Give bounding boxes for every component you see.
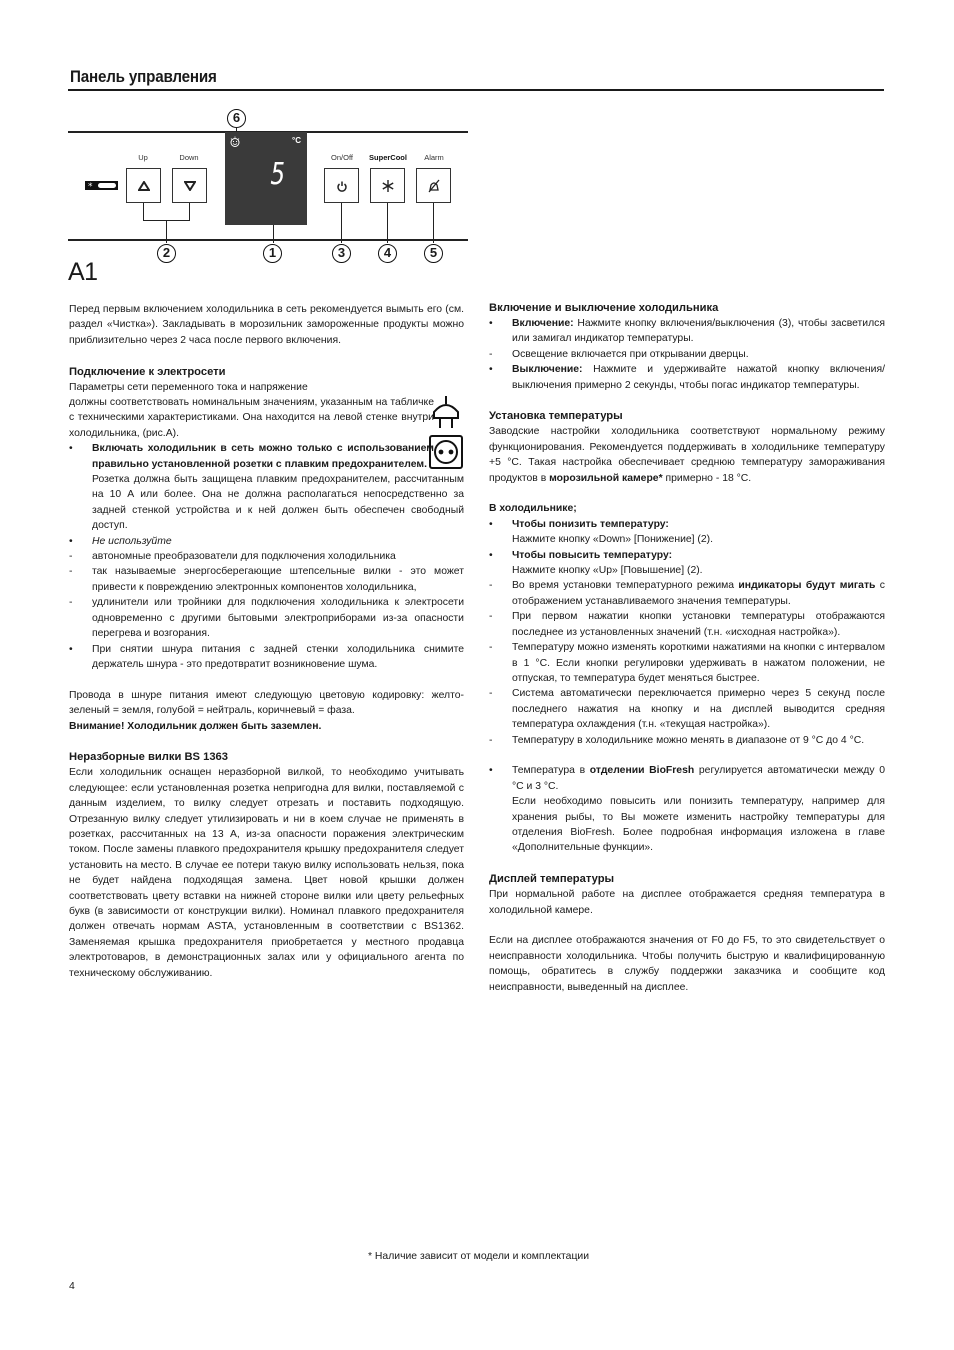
down-label: Down xyxy=(179,153,199,162)
control-panel-diagram xyxy=(68,105,468,290)
alarm-bell-off-icon xyxy=(427,179,441,193)
temp-text-end: примерно - 18 °C. xyxy=(662,472,752,484)
bullet-bold-text: Выключение: xyxy=(512,364,583,376)
power-icon xyxy=(336,180,348,192)
fast-freeze-indicator-icon xyxy=(85,181,118,190)
bullet-text: Нажмите кнопку «Up» [Повышение] (2). xyxy=(512,565,703,577)
up-label: Up xyxy=(138,153,148,162)
bullet-marker: • xyxy=(489,518,493,530)
onoff-heading: Включение и выключение холодильника xyxy=(489,302,719,314)
dash-bold-text: индикаторы будут мигать xyxy=(738,580,876,592)
list-item xyxy=(489,362,885,393)
bullet-bold-text: Включать холодильник в сеть можно только с использованием правильно установленной розетки с плавким предохранителем. xyxy=(92,443,434,470)
power-heading: Подключение к электросети xyxy=(69,365,226,378)
display-heading: Дисплей температуры xyxy=(489,873,615,886)
bullet-marker: • xyxy=(489,318,493,329)
list-item xyxy=(489,578,885,609)
smiley-indicator-icon xyxy=(229,136,241,148)
temperature-display xyxy=(225,132,307,225)
list-item xyxy=(489,316,885,347)
callout-3-leader xyxy=(341,203,342,243)
callout-4-leader xyxy=(387,203,388,243)
footnote: * Наличие зависит от модели и комплектации xyxy=(368,1251,590,1262)
list-item xyxy=(489,347,885,362)
bullet-marker: • xyxy=(489,765,493,777)
list-item xyxy=(69,564,464,595)
bullet-bold-text: Включение: xyxy=(512,318,574,329)
bracket-right xyxy=(189,203,190,220)
display-paragraph-1: При нормальной работе на дисплее отображается средняя температура в холодильной камере. xyxy=(489,889,885,916)
bullet-italic-text: Не используйте xyxy=(92,535,172,547)
callout-4: 4 xyxy=(378,244,397,263)
onoff-button[interactable] xyxy=(324,168,359,203)
list-item xyxy=(69,549,464,564)
dash-marker: - xyxy=(489,580,493,592)
dash-text: Температуру в холодильнике можно менять в диапазоне от 9 °C до 4 °C. xyxy=(512,734,865,746)
callout-2: 2 xyxy=(157,244,176,263)
bullet-text: Нажмите кнопку включения/выключения (3), чтобы засветился или замигал индикатор температуры. xyxy=(512,318,885,345)
dash-text: Система автоматически переключается примерно через 5 секунд после последнего нажатия на кнопку и на дисплей выводится средняя температура охлаждения (т.н. «текущая настройка»). xyxy=(512,688,885,731)
dash-marker: - xyxy=(69,566,73,578)
dash-marker: - xyxy=(489,688,493,700)
up-button[interactable] xyxy=(126,168,161,203)
temp-heading: Установка температуры xyxy=(489,410,623,423)
triangle-up-icon xyxy=(138,181,150,191)
list-item xyxy=(489,733,885,748)
grounding-warning: Внимание! Холодильник должен быть заземлен. xyxy=(69,720,322,732)
bullet-marker: • xyxy=(69,535,73,547)
unit-label: °C xyxy=(292,136,301,145)
bullet-text: Нажмите и удерживайте нажатой кнопку включения/выключения примерно 2 секунды, чтобы погас индикатор температуры. xyxy=(512,364,885,391)
bullet-marker: • xyxy=(489,549,493,561)
power-paragraph: должны соответствовать номинальным значениям, указанным на табличке с техническими характеристиками. Она находится на левой стенке внутри холодильника, (рис.А). xyxy=(69,397,434,439)
list-item xyxy=(489,640,885,686)
dash-marker: - xyxy=(489,642,493,654)
list-item xyxy=(69,595,464,641)
callout-5: 5 xyxy=(424,244,443,263)
bullet-bold-text: Чтобы повысить температуру: xyxy=(512,549,673,561)
list-item-continuation xyxy=(489,794,885,856)
list-item xyxy=(69,534,464,549)
dash-marker: - xyxy=(69,597,73,609)
bs-heading: Неразборные вилки BS 1363 xyxy=(69,751,228,764)
triangle-down-icon xyxy=(184,181,196,191)
callout-6: 6 xyxy=(227,109,246,128)
list-item xyxy=(489,609,885,640)
dash-marker: - xyxy=(489,734,493,746)
figure-label: A1 xyxy=(68,258,98,286)
dash-marker: - xyxy=(489,611,493,623)
onoff-label: On/Off xyxy=(331,153,353,162)
page-title: Панель управления xyxy=(70,68,217,86)
display-paragraph-2: Если на дисплее отображаются значения от F0 до F5, то это свидетельствует о неисправности холодильника. Чтобы получить быструю и квалифицированную помощь, обратитесь в службу поддержки заказчика и сообщите код неисправности, выведенный на дисплее. xyxy=(489,935,885,993)
supercool-button[interactable] xyxy=(370,168,405,203)
bullet-text: Нажмите кнопку «Down» [Понижение] (2). xyxy=(512,534,714,546)
callout-1: 1 xyxy=(263,244,282,263)
intro-paragraph: Перед первым включением холодильника в сеть рекомендуется вымыть его (см. раздел «Чистка»). Закладывать в морозильник замороженные продукты можно приблизительно через 2 часа после первого включения. xyxy=(69,304,464,346)
power-line1: Параметры сети переменного тока и напряжение xyxy=(69,381,308,393)
dash-text: удлинители или тройники для подключения холодильника к электросети одновременно с другими бытовыми электроприборами из-за опасности перегрева и возгорания. xyxy=(92,597,464,640)
bs-paragraph: Если холодильник оснащен неразборной вилкой, то необходимо учитывать следующее: если установленная розетка непригодна для вилки, поставляемой с данным изделием, то вилку следует отрезать и поставить подходящую. Отрезанную вилку следует утилизировать и ни в коем случае не применять в розетках, рассчитанных на 13 А, из-за опасности поражения электрическим током. После замены плавкого предохранителя крышку предохранителя следует установить на место. В случае ее потери такую вилку использовать нельзя, пока не будет найдена подходящая замена. Цвет новой крышки должен соответствовать цвету вставки на нижней стороне вилки или цвету рельефных букв (в зависимости от конструкции вилки). Номинал плавкого предохранителя должен отвечать нормам ASTA, установленным в соответствии с BS1362. Заменяемая крышка предохранителя приобретается у местного продавца электротоваров, в демонстрационных залах или у официального агента по техническому обслуживанию. xyxy=(69,767,464,979)
dash-text: При первом нажатии кнопки установки температуры отображаются последнее из установленных значений (т.н. «исходная настройка»). xyxy=(512,611,885,638)
alarm-label: Alarm xyxy=(424,153,444,162)
alarm-button[interactable] xyxy=(416,168,451,203)
dash-text: автономные преобразователи для подключения холодильника xyxy=(92,551,396,563)
temp-paragraph xyxy=(489,424,885,486)
list-item-continuation xyxy=(489,532,885,547)
down-button[interactable] xyxy=(172,168,207,203)
fridge-subheading: В холодильнике; xyxy=(489,503,577,515)
supercool-label: SuperCool xyxy=(369,153,407,162)
bullet-text: Температура в xyxy=(512,765,590,777)
bullet-text: Если необходимо повысить или понизить температуру, например для хранения рыбы, то Вы можете изменить настройку температуры для отделения BioFresh. Более подробная информация изложена в главе «Дополнительные функции». xyxy=(512,796,885,854)
dash-text: Во время установки температурного режима xyxy=(512,580,739,592)
list-item xyxy=(489,548,885,563)
dash-text: так называемые энергосберегающие штепсельные вилки - это может привести к повреждению электронных компонентов холодильника, xyxy=(92,566,464,593)
temperature-value: 5 xyxy=(270,157,286,192)
list-item xyxy=(489,763,885,794)
wires-paragraph: Провода в шнуре питания имеют следующую цветовую кодировку: желто-зеленый = земля, голубой = нейтраль, коричневый = фаза. xyxy=(69,689,464,717)
list-item xyxy=(489,517,885,532)
right-column xyxy=(489,300,885,995)
title-divider xyxy=(68,89,884,91)
list-item xyxy=(69,642,464,673)
dash-marker: - xyxy=(69,551,73,563)
bullet-marker: • xyxy=(489,364,493,376)
callout-1-leader xyxy=(273,225,274,243)
list-item-continuation xyxy=(489,563,885,578)
left-column xyxy=(69,302,464,981)
callout-2-leader xyxy=(166,220,167,243)
bullet-marker: • xyxy=(69,643,73,655)
dash-text: с отображением устанавливаемого значения температуры. xyxy=(512,580,885,607)
callout-3: 3 xyxy=(332,244,351,263)
list-item xyxy=(69,441,434,472)
bullet-marker: • xyxy=(69,443,73,455)
snowflake-icon xyxy=(381,179,395,193)
temp-text: Заводские настройки холодильника соответствуют нормальному режиму функционирования. Рекомендуется поддерживать в холодильнике температуру +5 °C. Такая настройка обеспечивает среднюю температуру замораживания продуктов в xyxy=(489,426,885,484)
temp-bold-text: морозильной камере* xyxy=(549,472,663,484)
dash-text: Освещение включается при открывании дверцы. xyxy=(512,348,749,360)
bullet-bold-text: отделении BioFresh xyxy=(589,765,695,777)
bracket-left xyxy=(143,203,144,220)
bullet-bold-text: Чтобы понизить температуру: xyxy=(512,518,669,530)
page-number: 4 xyxy=(69,1281,75,1292)
bullet-text: регулируется автоматически между 0 °C и 3 °C. xyxy=(512,765,885,792)
list-item-continuation xyxy=(69,472,464,534)
dash-text: Температуру можно изменять короткими нажатиями на кнопки с интервалом в 1 °C. Если кнопки регулировки удерживать в нажатом положении, не отпуская, то температура будет меняться быстрее. xyxy=(512,642,885,684)
panel-bottom-line xyxy=(68,239,468,241)
callout-5-leader xyxy=(433,203,434,243)
list-item xyxy=(489,686,885,732)
dash-marker: - xyxy=(489,348,493,360)
bullet-text: Розетка должна быть защищена плавким предохранителем, рассчитанным на 10 А или более. Она не должна располагаться непосредственно за задней стенкой устройства и к ней должен быть обеспечен свободный доступ. xyxy=(92,474,464,532)
svg-text:*: * xyxy=(88,182,93,190)
bullet-text: При снятии шнура питания с задней стенки холодильника снимите держатель шнура - это предотвратит возникновение шума. xyxy=(92,643,464,670)
